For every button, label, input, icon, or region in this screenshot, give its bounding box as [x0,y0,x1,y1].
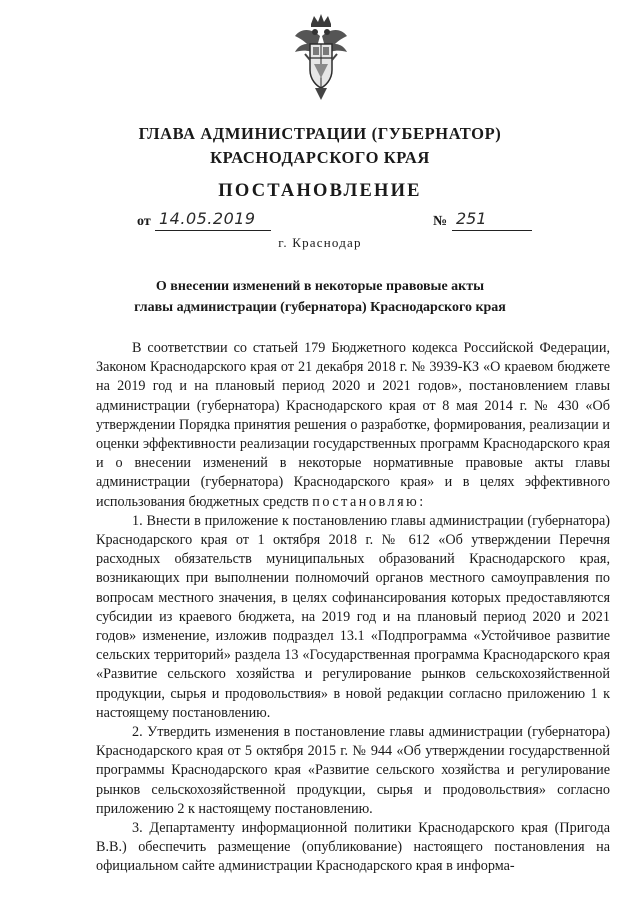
city-line: г. Краснодар [278,235,362,250]
item-1-paragraph: 1. Внести в приложение к постановлению главы администрации (губернатора) Краснодарского края от 1 октября 2018 г. № 612 «Об утверждении Перечня расходных обязательств муниципальных образований Краснодарского края, возникающих при выполнении полномочий органов местного самоуправления по вопросам местного значения, в целях софинансирования которых предоставляются субсидии из краевого бюджета, на 2019 год и на плановый период 2020 и 2021 годов» изменение, изложив подраздел 13.1 «Подпрограмма «Устойчивое развитие сельских территорий» раздела 13 «Государственная программа Краснодарского края «Развитие сельского хозяйства и регулирование рынков сельскохозяйственной продукции, сырья и продовольствия» в новой редакции согласно приложению 1 к настоящему постановлению. [96,512,610,721]
resolve-word: постановляю: [312,493,426,510]
authority-title-line1: ГЛАВА АДМИНИСТРАЦИИ (ГУБЕРНАТОР) [138,124,502,143]
date-value: 14.05.2019 [159,209,256,228]
subject-line2: главы администрации (губернатора) Краснодарского края [134,300,506,315]
document-meta-row [0,210,640,236]
number-value: 251 [456,209,487,228]
preamble-paragraph [96,339,610,512]
document-type-heading: ПОСТАНОВЛЕНИЕ [218,181,422,201]
coat-of-arms-icon [293,14,349,102]
subject-line1: О внесении изменений в некоторые правовые акты [155,279,485,294]
document-subject [100,276,540,318]
document-body [96,339,610,877]
date-field [155,210,271,231]
date-label: от [137,214,151,229]
item-3-paragraph: 3. Департаменту информационной политики Краснодарского края (Пригода В.В.) обеспечить размещение (опубликование) настоящего постановления на официальном сайте администрации Краснодарского края в информа- [96,820,610,875]
number-field [452,210,532,231]
number-label: № [433,214,448,229]
preamble-text: В соответствии со статьей 179 Бюджетного кодекса Российской Федерации, Законом Краснодарского края от 21 декабря 2018 г. № 3939-КЗ «О краевом бюджете на 2019 год и на плановый период 2020 и 2021 годов», постановлением главы администрации (губернатора) Краснодарского края от 8 мая 2014 г. № 430 «Об утверждении Порядка принятия решения о разработке, формирования, реализации и оценки эффективности реализации государственных программ Краснодарского края и о внесении изменений в некоторые нормативные правовые акты главы администрации (губернатора) Краснодарского края» и в целях эффективного использования бюджетных средств [96,340,610,510]
authority-title-line2: КРАСНОДАРСКОГО КРАЯ [210,148,430,167]
item-2-paragraph: 2. Утвердить изменения в постановление главы администрации (губернатора) Краснодарского края от 5 октября 2015 г. № 944 «Об утверждении государственной программы Краснодарского края «Развитие сельского хозяйства и регулирование рынков сельскохозяйственной продукции, сырья и продовольствия» согласно приложению 2 к настоящему постановлению. [96,724,610,817]
